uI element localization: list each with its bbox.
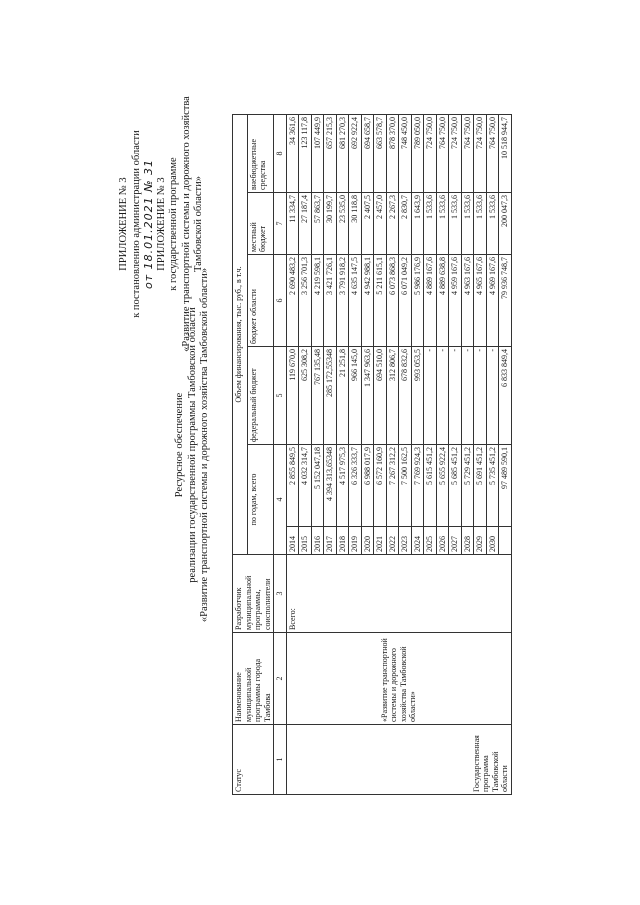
year-cell: 2024 xyxy=(411,527,424,555)
title-line-2: реализации государственной программы Тамбовской области xyxy=(186,307,198,583)
total-cell: 5 655 922,4 xyxy=(436,445,449,527)
regional-cell: 3 791 918,2 xyxy=(336,255,349,347)
federal-cell: 119 670,0 xyxy=(286,347,299,445)
appendix-line-6: «Развитие транспортной системы и дорожного хозяйства xyxy=(180,96,192,352)
local-cell: 1 533,6 xyxy=(474,193,487,255)
resource-table xyxy=(232,114,512,795)
total-cell: 7 769 924,3 xyxy=(411,445,424,527)
total-cell: 6 326 333,7 xyxy=(349,445,362,527)
total-cell: 4 032 314,7 xyxy=(299,445,312,527)
local-cell: 2 830,7 xyxy=(399,193,412,255)
local-cell: 23 535,0 xyxy=(336,193,349,255)
decree-date-number: от 18.01.2021 № 31 xyxy=(142,158,155,290)
program-name-cell: «Развитие транспортной системы и дорожного хозяйства Тамбовской области» xyxy=(286,633,511,725)
year-cell: 2027 xyxy=(449,527,462,555)
federal-cell: 678 832,6 xyxy=(399,347,412,445)
year-cell: 2016 xyxy=(311,527,324,555)
regional-cell: 4 219 598,1 xyxy=(311,255,324,347)
year-cell: 2019 xyxy=(349,527,362,555)
total-cell: 5 729 451,2 xyxy=(461,445,474,527)
year-cell: 2015 xyxy=(299,527,312,555)
offbudget-cell: 692 922,4 xyxy=(349,114,362,192)
local-cell: 11 334,7 xyxy=(286,193,299,255)
col-number: 2 xyxy=(274,633,287,725)
total-cell: 6 572 160,9 xyxy=(374,445,387,527)
regional-cell: 4 889 638,8 xyxy=(436,255,449,347)
local-cell: 2 407,5 xyxy=(361,193,374,255)
total-cell: 2 855 849,5 xyxy=(286,445,299,527)
grand-total-cell: 97 489 590,1 xyxy=(499,445,512,527)
year-cell: 2025 xyxy=(424,527,437,555)
federal-cell: 312 806,7 xyxy=(386,347,399,445)
year-cell: 2029 xyxy=(474,527,487,555)
total-cell: 7 267 312,2 xyxy=(386,445,399,527)
local-cell: 1 533,6 xyxy=(449,193,462,255)
regional-cell: 4 635 147,5 xyxy=(349,255,362,347)
federal-cell: - xyxy=(436,347,449,445)
year-cell: 2028 xyxy=(461,527,474,555)
regional-cell: 4 942 988,1 xyxy=(361,255,374,347)
local-cell: 30 199,7 xyxy=(324,193,337,255)
offbudget-cell: 657 215,3 xyxy=(324,114,337,192)
table-body xyxy=(286,114,511,794)
federal-cell: - xyxy=(486,347,499,445)
developer-cell: Всего: xyxy=(286,555,511,633)
local-cell: 30 118,8 xyxy=(349,193,362,255)
col-header-federal: федеральный бюджет xyxy=(247,347,273,445)
offbudget-cell: 748 450,0 xyxy=(399,114,412,192)
federal-cell: 966 145,0 xyxy=(349,347,362,445)
total-cell: 4 517 975,3 xyxy=(336,445,349,527)
offbudget-cell: 663 578,7 xyxy=(374,114,387,192)
col-number: 6 xyxy=(274,255,287,347)
col-header-regional: бюджет области xyxy=(247,255,273,347)
total-cell: 5 735 451,2 xyxy=(486,445,499,527)
col-number: 7 xyxy=(274,193,287,255)
header-row-1 xyxy=(233,114,248,794)
appendix-line-7: Тамбовской области» xyxy=(193,175,204,273)
regional-cell: 3 256 701,3 xyxy=(299,255,312,347)
col-header-developer: Разработчик муниципальной программы, соисполнители xyxy=(233,555,274,633)
column-number-row xyxy=(274,114,287,794)
col-header-name: Наименование муниципальной программы города Тамбова xyxy=(233,633,274,725)
offbudget-cell: 34 361,6 xyxy=(286,114,299,192)
local-cell: 1 533,6 xyxy=(424,193,437,255)
grand-offbudget-cell: 10 518 944,7 xyxy=(499,114,512,192)
offbudget-cell: 123 117,8 xyxy=(299,114,312,192)
regional-cell: 4 963 167,6 xyxy=(461,255,474,347)
regional-cell: 3 421 726,1 xyxy=(324,255,337,347)
regional-cell: 5 986 176,9 xyxy=(411,255,424,347)
offbudget-cell: 724 750,0 xyxy=(424,114,437,192)
total-cell: 5 691 451,2 xyxy=(474,445,487,527)
local-cell: 1 533,6 xyxy=(436,193,449,255)
col-header-funding: Объем финансирования, тыс. руб., в т.ч. xyxy=(233,114,248,554)
local-cell: 57 863,7 xyxy=(311,193,324,255)
federal-cell: 993 053,5 xyxy=(411,347,424,445)
col-header-by-years: по годам, всего xyxy=(247,445,273,555)
regional-cell: 4 959 167,6 xyxy=(449,255,462,347)
federal-cell: 625 308,2 xyxy=(299,347,312,445)
offbudget-cell: 724 750,0 xyxy=(474,114,487,192)
offbudget-cell: 789 050,0 xyxy=(411,114,424,192)
total-cell: 6 988 017,9 xyxy=(361,445,374,527)
col-number: 1 xyxy=(274,725,287,795)
col-header-status: Статус xyxy=(233,725,274,795)
appendix-line-4: ПРИЛОЖЕНИЕ № 3 xyxy=(155,177,167,271)
col-number: 8 xyxy=(274,114,287,192)
year-cell: 2014 xyxy=(286,527,299,555)
offbudget-cell: 764 750,0 xyxy=(436,114,449,192)
year-cell: 2030 xyxy=(486,527,499,555)
year-cell: 2023 xyxy=(399,527,412,555)
local-cell: 1 643,9 xyxy=(411,193,424,255)
year-cell: 2022 xyxy=(386,527,399,555)
total-cell: 7 500 162,5 xyxy=(399,445,412,527)
offbudget-cell: 694 658,7 xyxy=(361,114,374,192)
title-line-3: «Развитие транспортной системы и дорожного хозяйства Тамбовской области» xyxy=(199,267,210,623)
year-cell: 2021 xyxy=(374,527,387,555)
local-cell: 2 267,3 xyxy=(386,193,399,255)
federal-cell: 694 510,0 xyxy=(374,347,387,445)
local-cell: 2 457,0 xyxy=(374,193,387,255)
federal-cell: 21 251,8 xyxy=(336,347,349,445)
regional-cell: 4 965 167,6 xyxy=(474,255,487,347)
federal-cell: - xyxy=(449,347,462,445)
local-cell: 1 533,6 xyxy=(461,193,474,255)
col-header-offbudget: внебюджетные средства xyxy=(247,114,273,192)
offbudget-cell: 764 750,0 xyxy=(461,114,474,192)
regional-cell: 5 211 615,1 xyxy=(374,255,387,347)
year-cell: 2020 xyxy=(361,527,374,555)
year-cell: 2018 xyxy=(336,527,349,555)
grand-regional-cell: 79 936 748,7 xyxy=(499,255,512,347)
total-cell: 5 615 451,2 xyxy=(424,445,437,527)
year-cell: 2026 xyxy=(436,527,449,555)
total-cell: 5 685 451,2 xyxy=(449,445,462,527)
status-cell: Государственная программа Тамбовской области xyxy=(286,725,511,795)
offbudget-cell: 878 370,0 xyxy=(386,114,399,192)
col-number: 4 xyxy=(274,445,287,555)
title-line-1: Ресурсное обеспечение xyxy=(174,392,185,498)
appendix-line-5: к государственной программе xyxy=(168,157,179,291)
offbudget-cell: 764 750,0 xyxy=(486,114,499,192)
appendix-line-1: ПРИЛОЖЕНИЕ № 3 xyxy=(118,177,129,271)
local-cell: 1 533,6 xyxy=(486,193,499,255)
regional-cell: 6 071 049,2 xyxy=(399,255,412,347)
federal-cell: - xyxy=(474,347,487,445)
year-cell: 2017 xyxy=(324,527,337,555)
offbudget-cell: 681 270,3 xyxy=(336,114,349,192)
col-number: 5 xyxy=(274,347,287,445)
grand-local-cell: 200 047,3 xyxy=(499,193,512,255)
grand-federal-cell: 6 833 849,4 xyxy=(499,347,512,445)
total-cell: 5 152 047,18 xyxy=(311,445,324,527)
year-cell-empty xyxy=(499,527,512,555)
regional-cell: 2 690 483,2 xyxy=(286,255,299,347)
federal-cell: 767 135,48 xyxy=(311,347,324,445)
col-header-local: местный бюджет xyxy=(247,193,273,255)
offbudget-cell: 107 449,9 xyxy=(311,114,324,192)
appendix-line-2: к постановлению администрации области xyxy=(130,130,142,318)
table-row xyxy=(286,114,299,794)
federal-cell: 285 172,55348 xyxy=(324,347,337,445)
federal-cell: - xyxy=(461,347,474,445)
document-title xyxy=(174,135,212,755)
regional-cell: 4 889 167,6 xyxy=(424,255,437,347)
local-cell: 27 187,4 xyxy=(299,193,312,255)
col-number: 3 xyxy=(274,555,287,633)
regional-cell: 4 969 167,6 xyxy=(486,255,499,347)
total-cell: 4 394 313,65348 xyxy=(324,445,337,527)
offbudget-cell: 724 750,0 xyxy=(449,114,462,192)
regional-cell: 6 073 868,3 xyxy=(386,255,399,347)
federal-cell: - xyxy=(424,347,437,445)
federal-cell: 1 347 963,6 xyxy=(361,347,374,445)
